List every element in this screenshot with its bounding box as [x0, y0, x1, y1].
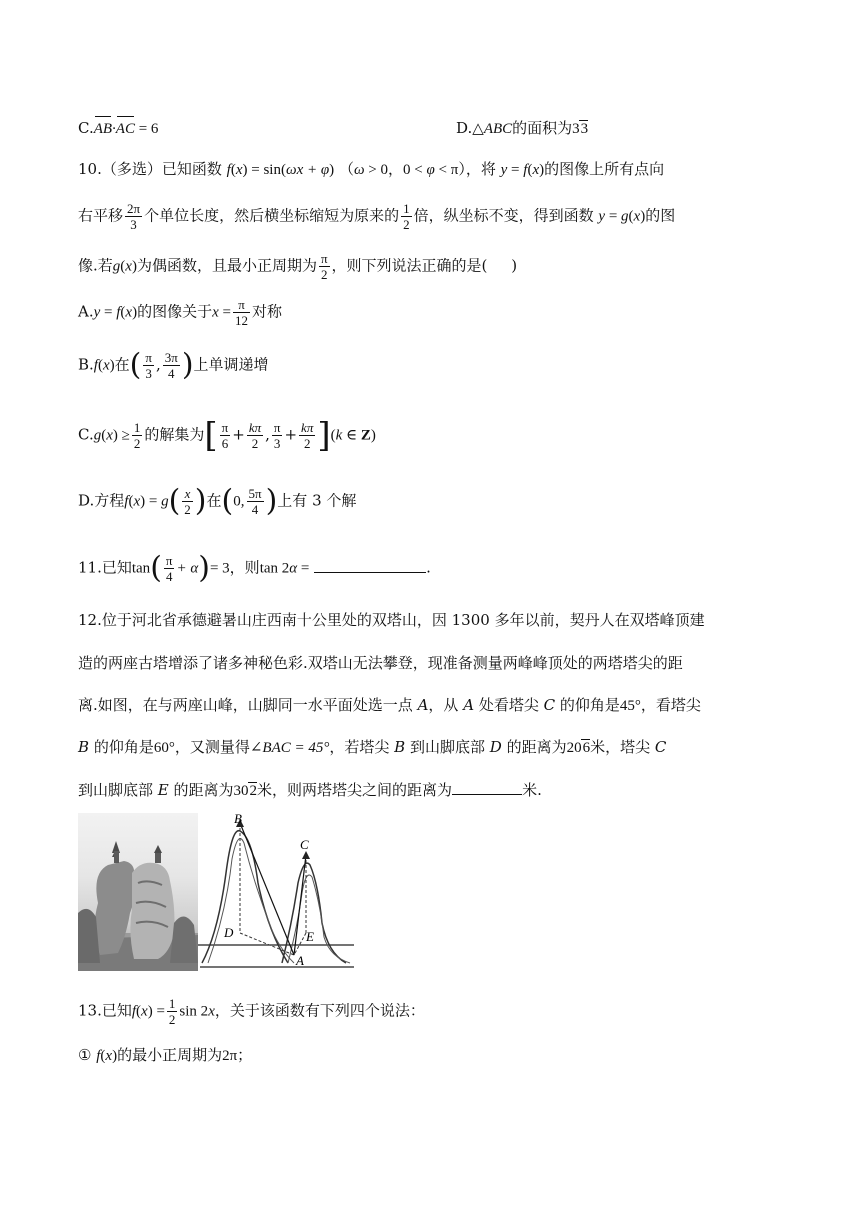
q12-line-4: B 的仰角是60°，又测量得∠BAC = 45°，若塔尖 B 到山脚底部 D 的距离为206米，塔尖 C [78, 738, 667, 756]
q10-line-1: 10.（多选）已知函数 f(x) = sin(ωx + φ) （ω > 0，0 < φ < π），将 y = f(x)的图像上所有点向 [78, 160, 665, 178]
q10-option-c: C.g(x) ≥ $\frac{1}{2}$ 的解集为[ $\frac{\pi}{6}$ + $\frac{k\pi}{2}$ , $\frac{\pi}{3}$ + $\frac{k\pi}{2}$ ](k ∈ Z) [78, 415, 376, 456]
q12-line-2: 造的两座古塔增添了诸多神秘色彩.双塔山无法攀登，现准备测量两峰峰顶处的两塔塔尖的距 [78, 654, 683, 672]
q11-line: 11.已知tan( $\frac{\pi}{4}$ + α)= 3，则tan 2α = . [78, 550, 431, 586]
diagram-label-b: B [234, 813, 242, 826]
q10-option-d: D.方程f(x) = g( $\frac{x}{2}$ )在(0, $\frac{5\pi}{4}$ )上有 3 个解 [78, 483, 357, 519]
q10-option-b: B.f(x)在( $\frac{\pi}{3}$ , $\frac{3\pi}{4}$ )上单调递增 [78, 347, 269, 383]
q13-item-1: ① f(x)的最小正周期为2π； [78, 1046, 253, 1064]
q13-line: 13.已知f(x) = $\frac{1}{2}$ sin 2x，关于该函数有下列四个说法： [78, 996, 425, 1027]
q11-answer-blank[interactable] [314, 558, 426, 573]
diagram-label-d: D [224, 925, 234, 940]
q12-answer-blank[interactable] [452, 780, 522, 795]
diagram-label-e: E [306, 929, 314, 944]
diagram-label-a: A [296, 953, 304, 968]
q12-line-1: 12.位于河北省承德避暑山庄西南十公里处的双塔山，因 1300 多年以前，契丹人在双塔峰顶建 [78, 611, 705, 629]
q9-option-d: D.△ABC的面积为33 [456, 119, 589, 137]
twin-tower-mountain-photo [78, 813, 198, 971]
q10-line-2: 右平移 $\frac{2\pi}{3}$ 个单位长度，然后横坐标缩短为原来的 $\frac{1}{2}$ 倍，纵坐标不变，得到函数 y = g(x)的图 [78, 201, 676, 232]
q10-option-a: A.y = f(x)的图像关于x = $\frac{\pi}{12}$ 对称 [78, 297, 283, 328]
q12-line-3: 离.如图，在与两座山峰，山脚同一水平面处选一点 A，从 A 处看塔尖 C 的仰角是45°，看塔尖 [78, 696, 701, 714]
q12-line-5: 到山脚底部 E 的距离为302米，则两塔塔尖之间的距离为 米. [78, 781, 542, 799]
twin-tower-diagram [198, 813, 356, 971]
q10-line-3: 像.若g(x)为偶函数，且最小正周期为 $\frac{\pi}{2}$ ，则下列说法正确的是( ) [78, 251, 518, 282]
q9-option-c: C.AB·AC = 6 [78, 119, 158, 137]
diagram-label-c: C [300, 837, 309, 852]
q9-options [78, 117, 790, 140]
